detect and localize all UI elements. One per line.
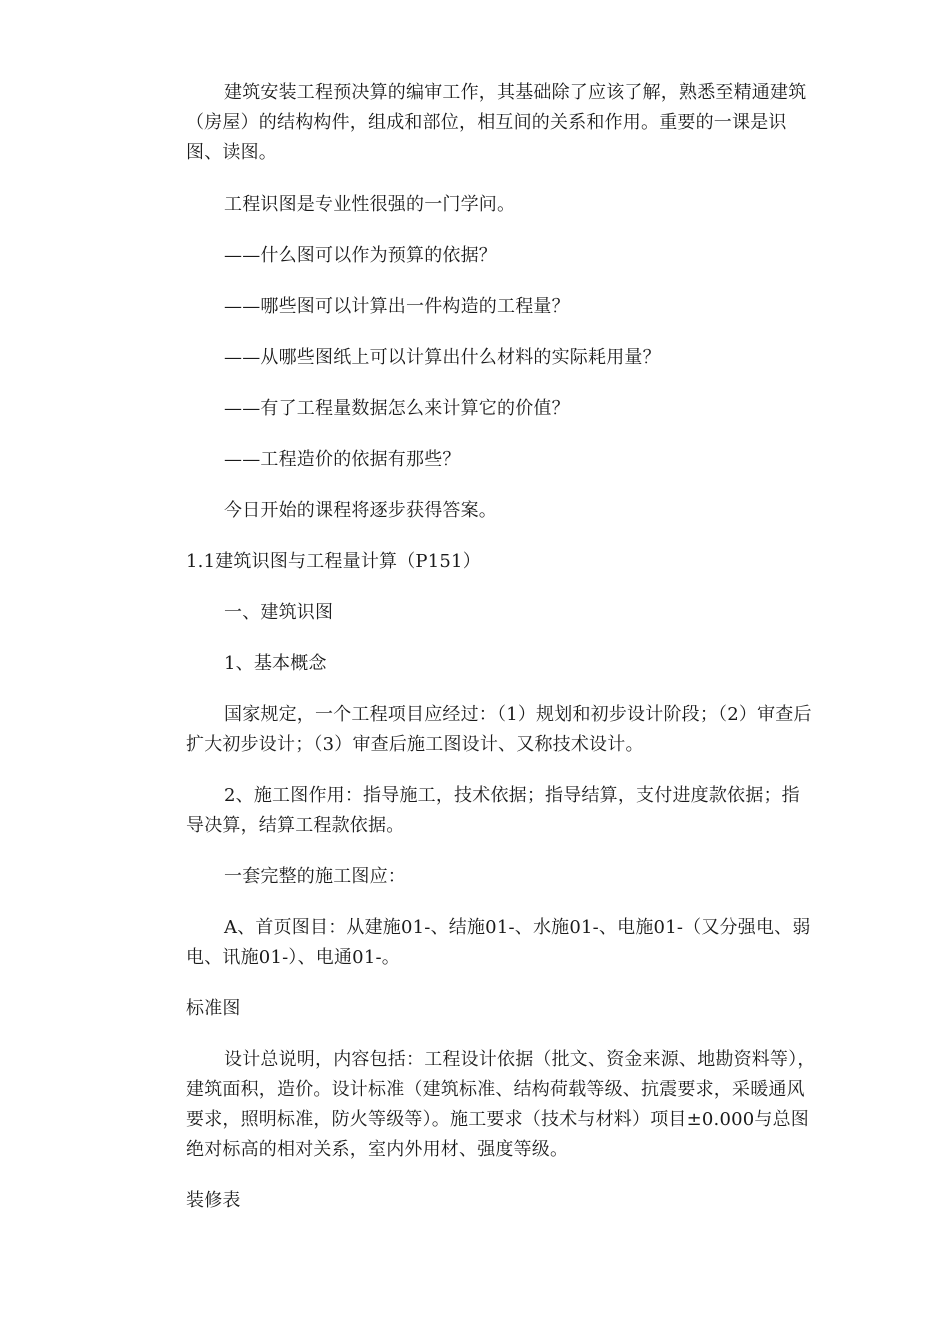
question-5: ——工程造价的依据有那些？ <box>224 449 461 470</box>
complete-set-paragraph: 一套完整的施工图应： <box>224 866 406 887</box>
design-notes-paragraph: 设计总说明，内容包括：工程设计依据（批文、资金来源、地勘资料等），建筑面积，造价。设计标准（建筑标准、结构荷载等级、抗震要求，采暖通风要求，照明标准，防火等级等）。施工要求（技术与材料）项目±0.000与总图绝对标高的相对关系，室内外用材、强度等级。 <box>186 1049 816 1160</box>
intro-paragraph: 建筑安装工程预决算的编审工作，其基础除了应该了解，熟悉至精通建筑（房屋）的结构构件，组成和部位，相互间的关系和作用。重要的一课是识图、读图。 <box>186 82 807 163</box>
question-1: ——什么图可以作为预算的依据？ <box>224 245 497 266</box>
question-2: ——哪些图可以计算出一件构造的工程量？ <box>224 296 570 317</box>
statement-paragraph: 工程识图是专业性很强的一门学问。 <box>224 194 516 215</box>
basic-concept-heading: 1、基本概念 <box>224 653 327 674</box>
index-paragraph: A、首页图目：从建施01-、结施01-、水施01-、电施01-（又分强电、弱电、讯施01-）、电通01-。 <box>186 917 811 968</box>
decoration-table-heading: 装修表 <box>186 1190 241 1211</box>
question-4: ——有了工程量数据怎么来计算它的价值？ <box>224 398 570 419</box>
construction-drawing-paragraph: 2、施工图作用：指导施工，技术依据；指导结算，支付进度款依据；指导决算，结算工程款依据。 <box>186 785 800 836</box>
regulation-paragraph: 国家规定，一个工程项目应经过：（1）规划和初步设计阶段；（2）审查后扩大初步设计；（3）审查后施工图设计、又称技术设计。 <box>186 704 812 755</box>
conclusion-paragraph: 今日开始的课程将逐步获得答案。 <box>224 500 497 521</box>
question-3: ——从哪些图纸上可以计算出什么材料的实际耗用量？ <box>224 347 661 368</box>
subsection-heading: 一、建筑识图 <box>224 602 334 623</box>
standard-drawing-heading: 标准图 <box>186 998 241 1019</box>
section-heading: 1.1建筑识图与工程量计算（P151） <box>186 551 481 572</box>
